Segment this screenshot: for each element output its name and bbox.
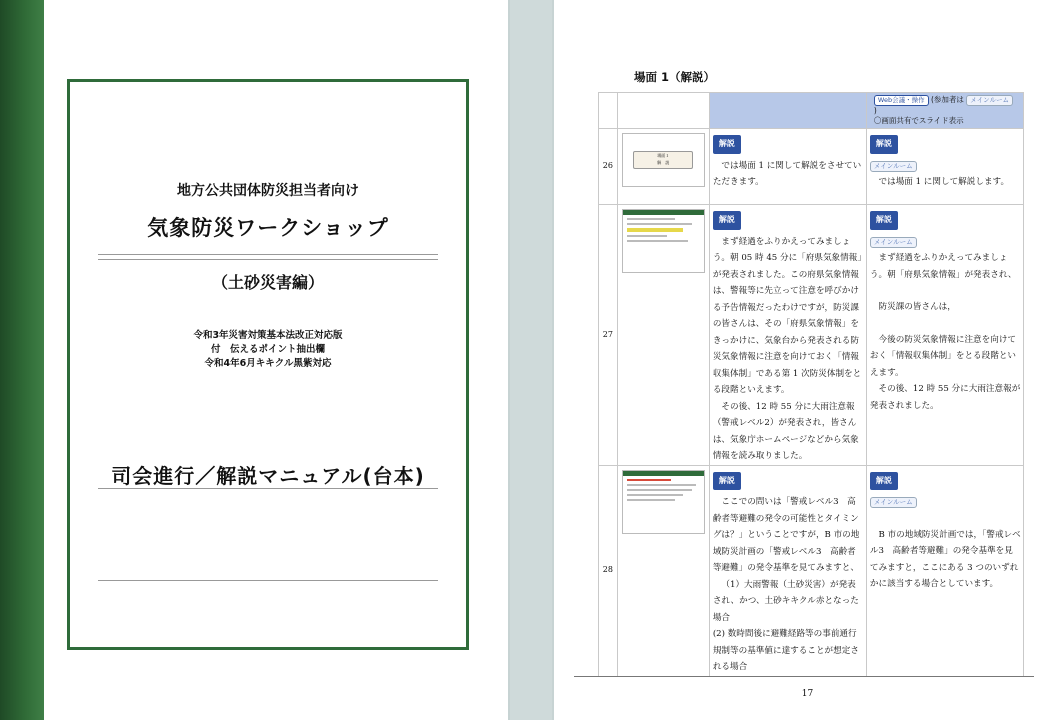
cover-title: 気象防災ワークショップ xyxy=(147,216,389,240)
commentary-tag: 解説 xyxy=(870,472,898,491)
script-text: その後、12 時 55 分に大雨注意報（警戒レベル2）が発表され，皆さんは、気象庁ホームページなどから気象情報を読み取りました。 xyxy=(712,401,859,461)
commentary-tag: 解説 xyxy=(713,472,741,491)
table-row xyxy=(599,129,1024,205)
cover-note: 令和3年災害対策基本法改正対応版 xyxy=(193,330,343,341)
main-room-tag: メインルーム xyxy=(870,237,917,248)
cover-page xyxy=(0,0,510,720)
row-number: 26 xyxy=(599,129,618,205)
cover-bottom-divider xyxy=(98,580,438,581)
slide-thumbnail xyxy=(622,470,705,534)
script-text: まず経過をふりかえってみましょう。朝 05 時 45 分に「府県気象情報」が発表されました。この府県気象情報は、警報等に先立って注意を呼びかける予告情報だったわけですが，防災課の皆さんは、その「府県気象情報」をきっかけに、気象台から発表される防災気象情報に注意を向けておく「情報収集体制」である第 1 次防災体制をとる段階といえます。 xyxy=(712,236,862,395)
script-text: B 市の地域防災計画では，「警戒レベル3 高齢者等避難」の発令基準を見てみますと，ここにある 3 つのいずれかに該当する場合としています。 xyxy=(869,529,1021,589)
table-row xyxy=(599,205,1024,466)
commentary-tag: 解説 xyxy=(870,135,898,154)
slide-thumbnail xyxy=(622,209,705,273)
row-number: 27 xyxy=(599,205,618,466)
main-room-tag: メインルーム xyxy=(870,497,917,508)
main-room-tag: メインルーム xyxy=(870,161,917,172)
title-divider xyxy=(98,254,438,260)
cover-note: 令和4年6月キキクル黒紫対応 xyxy=(204,358,332,369)
screen-share-note: 〇画面共有でスライド表示 xyxy=(873,116,964,125)
script-table xyxy=(598,92,1024,677)
main-room-tag: メインルーム xyxy=(966,95,1013,106)
manual-title-underline xyxy=(98,488,438,489)
web-meeting-tag: Web会議・操作 xyxy=(874,95,929,106)
manual-title: 司会進行／解説マニュアル(台本) xyxy=(111,464,425,488)
script-text: (2) 数時間後に避難経路等の事前通行規制等の基準値に達することが想定される場合 xyxy=(712,629,859,672)
script-text: 今後の防災気象情報に注意を向けておく「情報収集体制」をとる段階といえます。 xyxy=(869,334,1017,378)
slide-thumbnail xyxy=(622,133,705,187)
footer-divider xyxy=(574,676,1034,677)
script-text: その後、12 時 55 分に大雨注意報が発表されました。 xyxy=(869,384,1021,411)
cover-subtitle: 地方公共団体防災担当者向け xyxy=(177,183,359,199)
participants-text: (参加者は xyxy=(930,95,964,104)
commentary-tag: 解説 xyxy=(713,135,741,154)
commentary-tag: 解説 xyxy=(713,211,741,230)
script-text: （1）大雨警報（土砂災害）が発表され、かつ、土砂キキクル赤となった場合 xyxy=(712,579,859,623)
slide-label: 場面１ 解 説 xyxy=(633,151,693,169)
cover-frame xyxy=(67,79,469,650)
row-number: 28 xyxy=(599,465,618,676)
cover-edition: （土砂災害編） xyxy=(211,273,324,292)
script-page xyxy=(552,0,1059,720)
page-number: 17 xyxy=(801,689,814,699)
scene-heading: 場面 1（解説） xyxy=(634,70,716,84)
commentary-tag: 解説 xyxy=(870,211,898,230)
table-header-row: Web会議・操作 (参加者は メインルーム ) 〇画面共有でスライド表示 xyxy=(599,93,1024,129)
cover-spine xyxy=(0,0,44,720)
table-row xyxy=(599,465,1024,676)
script-text: 防災課の皆さんは， xyxy=(878,302,956,312)
script-text: ここでの問いは「警戒レベル3 高齢者等避難の発令の可能性とタイミングは？」ということですが，B 市の地域防災計画の「警戒レベル3 高齢者等避難」の発令基準を見てみますと、 xyxy=(712,497,860,573)
script-text: では場面 1 に関して解説をさせていただきます。 xyxy=(712,160,862,187)
script-text: まず経過をふりかえってみましょう。朝「府県気象情報」が発表され、 xyxy=(869,253,1017,280)
cover-note: 付 伝えるポイント抽出欄 xyxy=(210,344,325,355)
script-text: では場面 1 に関して解説します。 xyxy=(878,177,1010,187)
